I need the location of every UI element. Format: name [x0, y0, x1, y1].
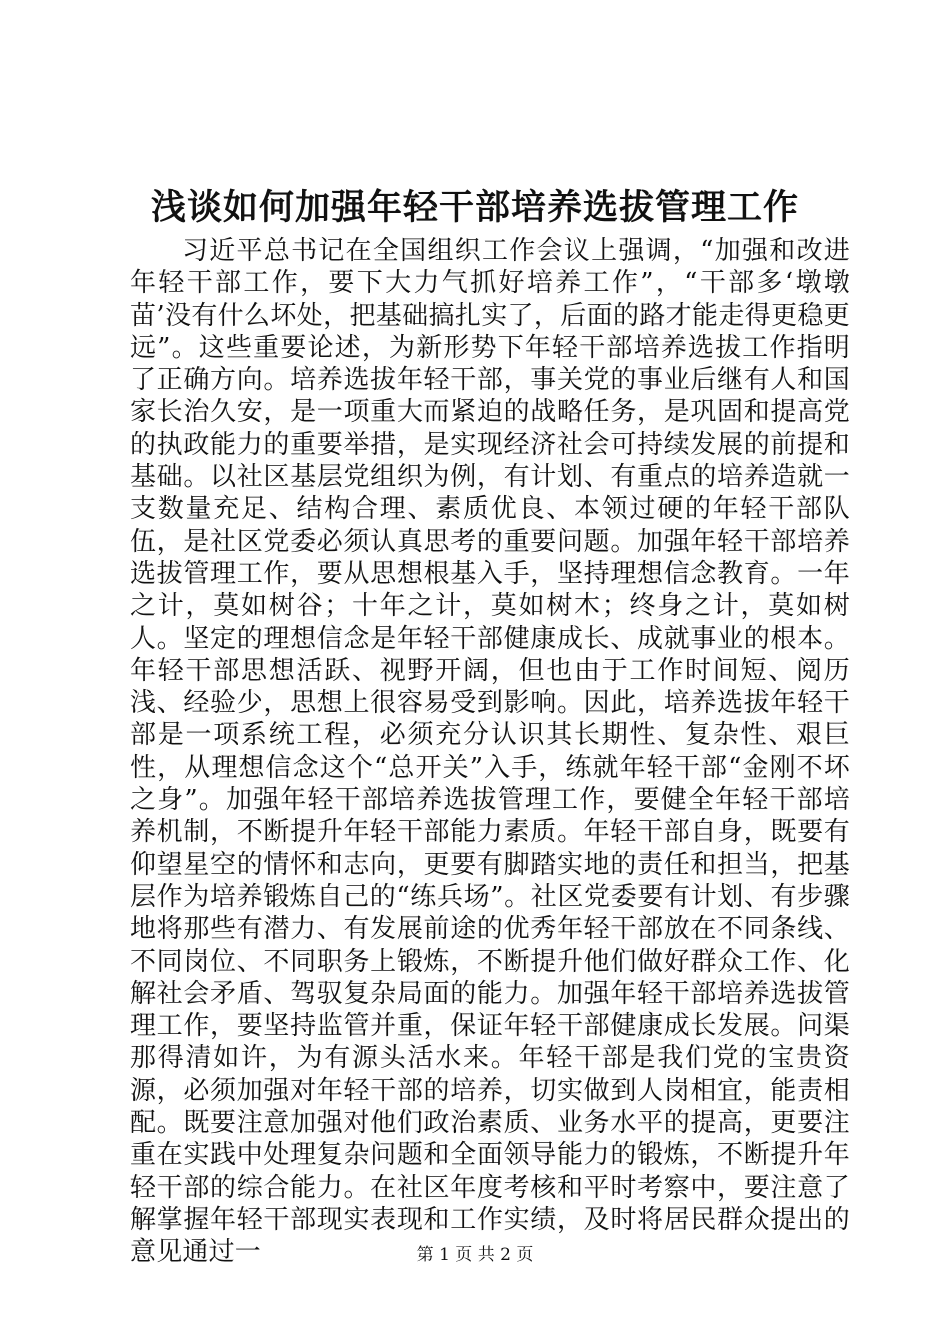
document-body-paragraph: 习近平总书记在全国组织工作会议上强调，“加强和改进年轻干部工作，要下大力气抓好培养工作”，“干部多‘墩墩苗’没有什么坏处，把基础搞扎实了，后面的路才能走得更稳更远”。这些重要论述，为新形势下年轻干部培养选拔工作指明了正确方向。培养选拔年轻干部，事关党的事业后继有人和国家长治久安，是一项重大而紧迫的战略任务，是巩固和提高党的执政能力的重要举措，是实现经济社会可持续发展的前提和基础。以社区基层党组织为例，有计划、有重点的培养造就一支数量充足、结构合理、素质优良、本领过硬的年轻干部队伍，是社区党委必须认真思考的重要问题。加强年轻干部培养选拔管理工作，要从思想根基入手，坚持理想信念教育。一年之计，莫如树谷；十年之计，莫如树木；终身之计，莫如树人。坚定的理想信念是年轻干部健康成长、成就事业的根本。年轻干部思想活跃、视野开阔，但也由于工作时间短、阅历浅、经验少，思想上很容易受到影响。因此，培养选拔年轻干部是一项系统工程，必须充分认识其长期性、复杂性、艰巨性，从理想信念这个“总开关”入手，练就年轻干部“金刚不坏之身”。加强年轻干部培养选拔管理工作，要健全年轻干部培养机制，不断提升年轻干部能力素质。年轻干部自身，既要有仰望星空的情怀和志向，更要有脚踏实地的责任和担当，把基层作为培养锻炼自己的“练兵场”。社区党委要有计划、有步骤地将那些有潜力、有发展前途的优秀年轻干部放在不同条线、不同岗位、不同职务上锻炼，不断提升他们做好群众工作、化解社会矛盾、驾驭复杂局面的能力。加强年轻干部培养选拔管理工作，要坚持监管并重，保证年轻干部健康成长发展。问渠那得清如许，为有源头活水来。年轻干部是我们党的宝贵资源，必须加强对年轻干部的培养，切实做到人岗相宜，能责相配。既要注意加强对他们政治素质、业务水平的提高，更要注重在实践中处理复杂问题和全面领导能力的锻炼，不断提升年轻干部的综合能力。在社区年度考核和平时考察中，要注意了解掌握年轻干部现实表现和工作实绩，及时将居民群众提出的意见通过一 [130, 236, 850, 1268]
page-footer: 第 1 页 共 2 页 [416, 1245, 534, 1265]
document-title: 浅谈如何加强年轻干部培养选拔管理工作 [150, 187, 799, 228]
